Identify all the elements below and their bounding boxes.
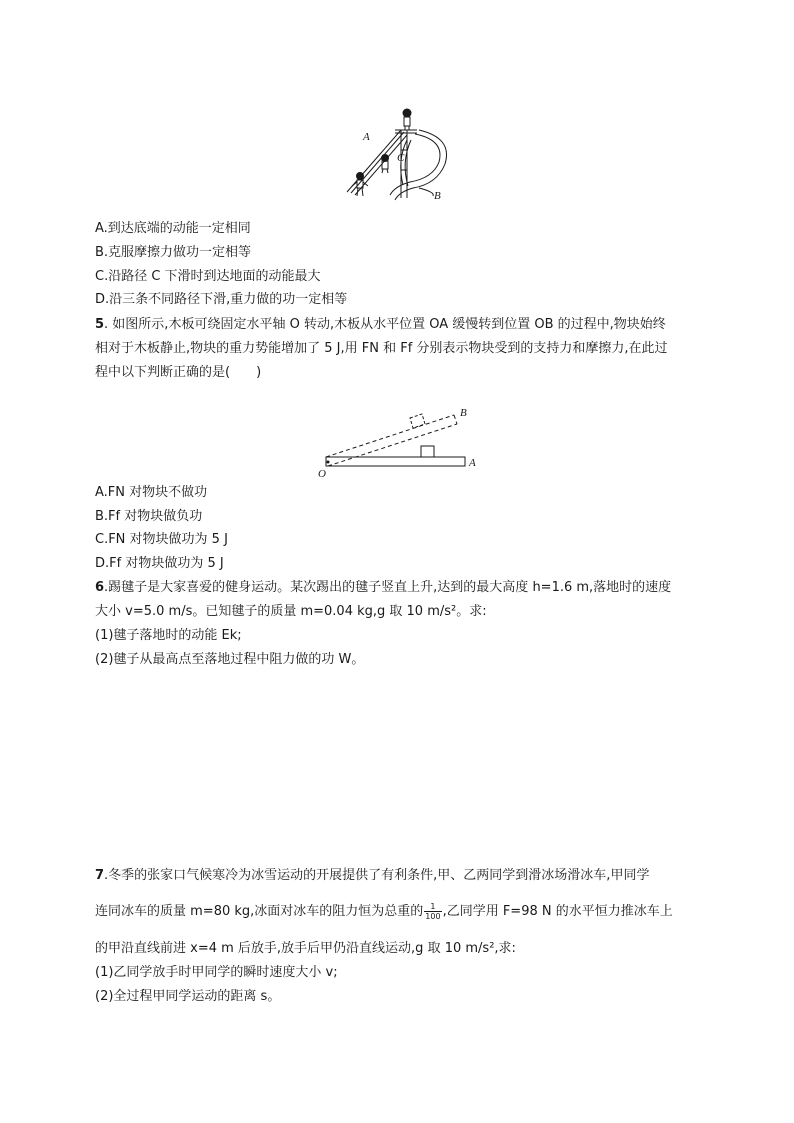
board-horizontal: [326, 457, 465, 466]
q7-text-line1: .冬季的张家口气候寒冷为冰雪运动的开展提供了有利条件,甲、乙两同学到滑冰场滑冰车,甲同学: [104, 868, 650, 883]
q4-option-c: C.沿路径 C 下滑时到达地面的动能最大: [95, 269, 321, 284]
q6-stem-line1: [95, 579, 671, 597]
q7-sub1: (1)乙同学放手时甲同学的瞬时速度大小 v;: [95, 965, 338, 980]
q7-stem-line3: 的甲沿直线前进 x=4 m 后放手,放手后甲仍沿直线运动,g 取 10 m/s²,求:: [95, 941, 516, 956]
q7-fraction: [424, 902, 441, 921]
q7-sub2: (2)全过程甲同学运动的距离 s。: [95, 989, 281, 1004]
board-figure: [312, 400, 492, 482]
slide-figure: [335, 100, 455, 205]
q6-text-line1: .踢毽子是大家喜爱的健身运动。某次踢出的毽子竖直上升,达到的最大高度 h=1.6 m,落地时的速度: [104, 580, 672, 595]
q5-stem-line1: [95, 316, 666, 334]
q7-fraction-denominator: 100: [425, 912, 441, 921]
board-rotated-dashed: [326, 415, 457, 466]
q5-stem-line3: 程中以下判断正确的是( ): [95, 365, 262, 380]
q7-text-line2a: 连同冰车的质量 m=80 kg,冰面对冰车的阻力恒为总重的: [95, 904, 424, 919]
pivot-point: [327, 461, 330, 464]
q5-option-b: B.Ff 对物块做负功: [95, 509, 203, 524]
q5-stem-line2: 相对于木板静止,物块的重力势能增加了 5 J,用 FN 和 Ff 分别表示物块受到的支持力和摩擦力,在此过: [95, 341, 668, 356]
q5-option-a: A.FN 对物块不做功: [95, 485, 208, 500]
q7-number: 7: [95, 868, 105, 883]
q5-text-line1: . 如图所示,木板可绕固定水平轴 O 转动,木板从水平位置 OA 缓慢转到位置 OB 的过程中,物块始终: [104, 317, 666, 332]
q7-stem-line2: [95, 902, 673, 921]
board-label-b: B: [460, 407, 467, 419]
child-top-figure: [403, 109, 411, 130]
q6-sub1: (1)毽子落地时的动能 Ek;: [95, 628, 242, 643]
q5-option-c: C.FN 对物块做功为 5 J: [95, 532, 228, 547]
block-dashed: [410, 414, 425, 428]
board-label-o: O: [318, 468, 326, 480]
q4-option-d: D.沿三条不同路径下滑,重力做的功一定相等: [95, 292, 348, 307]
block-solid: [421, 446, 434, 457]
q7-text-line2b: ,乙同学用 F=98 N 的水平恒力推冰车上: [442, 904, 673, 919]
slide-label-b: B: [434, 190, 441, 202]
q4-option-a: A.到达底端的动能一定相同: [95, 221, 251, 236]
q5-number: 5: [95, 317, 105, 332]
slide-label-a: A: [363, 131, 370, 143]
q6-sub2: (2)毽子从最高点至落地过程中阻力做的功 W。: [95, 652, 365, 667]
q6-stem-line2: 大小 v=5.0 m/s。已知毽子的质量 m=0.04 kg,g 取 10 m/s²。求:: [95, 604, 487, 619]
q6-number: 6: [95, 580, 105, 595]
board-label-a: A: [469, 457, 476, 469]
q4-option-b: B.克服摩擦力做功一定相等: [95, 245, 252, 260]
q7-stem-line1: [95, 867, 649, 885]
q7-fraction-numerator: 1: [424, 902, 441, 912]
q5-option-d: D.Ff 对物块做功为 5 J: [95, 556, 224, 571]
slide-label-c: C: [397, 152, 405, 164]
